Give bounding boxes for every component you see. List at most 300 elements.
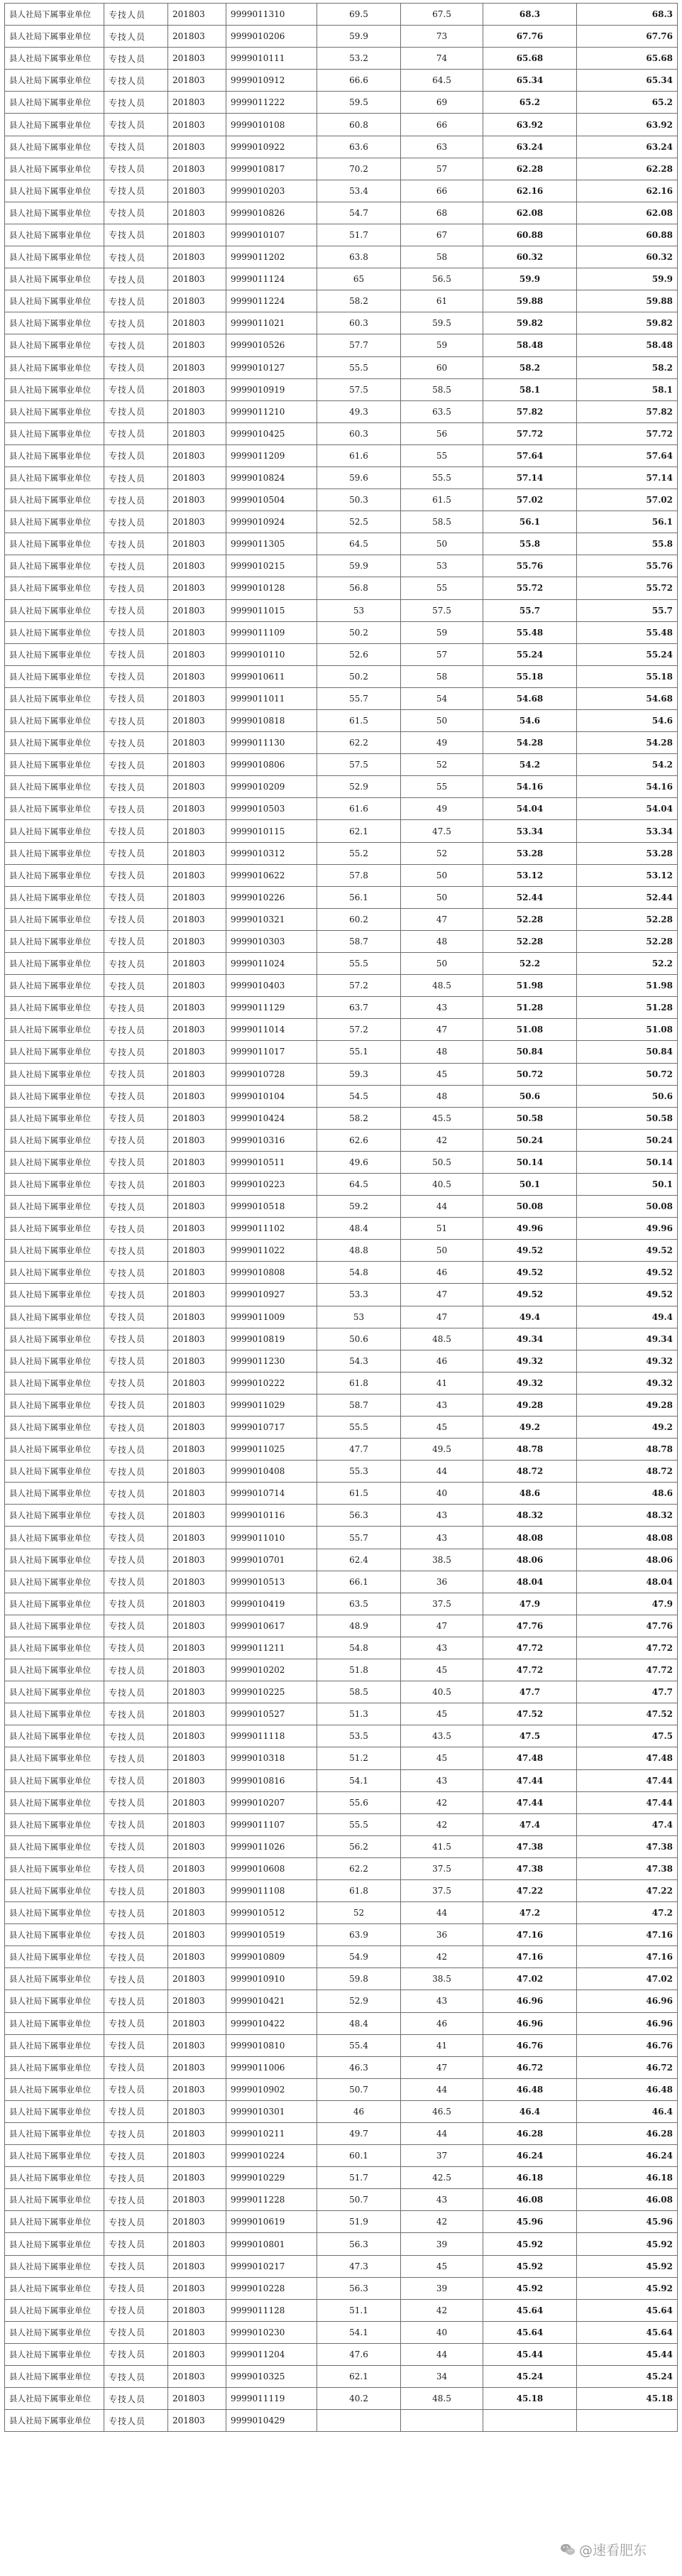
cell-written: 54.1	[317, 1769, 401, 1791]
table-row	[5, 422, 678, 444]
cell-unit: 县人社局下属事业单位	[5, 202, 104, 224]
cell-code: 201803	[168, 422, 226, 444]
cell-unit: 县人社局下属事业单位	[5, 1019, 104, 1041]
cell-post: 专技人员	[104, 2078, 168, 2100]
cell-post: 专技人员	[104, 864, 168, 886]
cell-post: 专技人员	[104, 2056, 168, 2078]
cell-final: 47.72	[577, 1637, 678, 1659]
cell-total: 54.2	[483, 754, 577, 776]
cell-post: 专技人员	[104, 1924, 168, 1946]
table-row	[5, 246, 678, 268]
table-row	[5, 1394, 678, 1416]
table-row	[5, 577, 678, 599]
cell-ticket: 9999010207	[226, 1791, 317, 1813]
cell-code: 201803	[168, 1946, 226, 1968]
cell-total: 65.34	[483, 70, 577, 92]
cell-final: 45.96	[577, 2211, 678, 2233]
cell-code: 201803	[168, 1902, 226, 1924]
cell-interview: 50	[401, 1240, 483, 1262]
cell-post: 专技人员	[104, 754, 168, 776]
cell-code: 201803	[168, 2100, 226, 2122]
cell-unit: 县人社局下属事业单位	[5, 2078, 104, 2100]
cell-post: 专技人员	[104, 444, 168, 466]
cell-unit: 县人社局下属事业单位	[5, 356, 104, 378]
cell-post: 专技人员	[104, 953, 168, 975]
cell-unit: 县人社局下属事业单位	[5, 953, 104, 975]
cell-interview: 47	[401, 1615, 483, 1637]
cell-post: 专技人员	[104, 1041, 168, 1063]
cell-post: 专技人员	[104, 1659, 168, 1681]
cell-ticket: 9999011222	[226, 92, 317, 114]
cell-post: 专技人员	[104, 1505, 168, 1527]
cell-code: 201803	[168, 2366, 226, 2388]
cell-code: 201803	[168, 1659, 226, 1681]
cell-interview: 56	[401, 422, 483, 444]
cell-code: 201803	[168, 1505, 226, 1527]
cell-written: 51.8	[317, 1659, 401, 1681]
cell-interview: 47	[401, 1019, 483, 1041]
cell-unit: 县人社局下属事业单位	[5, 2211, 104, 2233]
cell-post: 专技人员	[104, 776, 168, 798]
table-row	[5, 1637, 678, 1659]
cell-final: 47.7	[577, 1681, 678, 1703]
cell-interview: 47	[401, 2056, 483, 2078]
cell-total: 53.28	[483, 842, 577, 864]
cell-unit: 县人社局下属事业单位	[5, 555, 104, 577]
table-row	[5, 1129, 678, 1151]
cell-final: 48.72	[577, 1461, 678, 1483]
cell-unit: 县人社局下属事业单位	[5, 4, 104, 26]
cell-post: 专技人员	[104, 268, 168, 290]
cell-interview: 44	[401, 2078, 483, 2100]
cell-interview: 34	[401, 2366, 483, 2388]
cell-written: 66.6	[317, 70, 401, 92]
cell-unit: 县人社局下属事业单位	[5, 1439, 104, 1461]
cell-ticket: 9999010223	[226, 1173, 317, 1195]
cell-unit: 县人社局下属事业单位	[5, 930, 104, 952]
cell-interview: 44	[401, 2123, 483, 2145]
table-row	[5, 1857, 678, 1879]
cell-total: 47.72	[483, 1637, 577, 1659]
cell-written: 59.3	[317, 1063, 401, 1085]
table-row	[5, 1372, 678, 1394]
cell-unit: 县人社局下属事业单位	[5, 1857, 104, 1879]
cell-code: 201803	[168, 1439, 226, 1461]
cell-written: 54.8	[317, 1637, 401, 1659]
cell-interview: 53	[401, 555, 483, 577]
cell-unit: 县人社局下属事业单位	[5, 224, 104, 246]
cell-final: 47.16	[577, 1946, 678, 1968]
cell-code: 201803	[168, 1107, 226, 1129]
cell-ticket: 9999010429	[226, 2410, 317, 2432]
cell-written: 53	[317, 1306, 401, 1328]
cell-ticket: 9999010211	[226, 2123, 317, 2145]
cell-total: 49.52	[483, 1262, 577, 1284]
cell-total: 49.4	[483, 1306, 577, 1328]
cell-unit: 县人社局下属事业单位	[5, 1262, 104, 1284]
cell-written: 48.4	[317, 2012, 401, 2034]
cell-final: 50.1	[577, 1173, 678, 1195]
table-row	[5, 1659, 678, 1681]
table-row	[5, 4, 678, 26]
cell-written: 51.3	[317, 1703, 401, 1725]
cell-final: 50.58	[577, 1107, 678, 1129]
cell-final: 57.02	[577, 489, 678, 511]
cell-written: 55.5	[317, 953, 401, 975]
cell-final: 49.52	[577, 1284, 678, 1306]
cell-code: 201803	[168, 2343, 226, 2365]
table-row	[5, 1990, 678, 2012]
cell-interview: 45	[401, 1063, 483, 1085]
cell-ticket: 9999011130	[226, 732, 317, 754]
table-row	[5, 710, 678, 732]
cell-ticket: 9999011109	[226, 621, 317, 643]
cell-post: 专技人员	[104, 1085, 168, 1107]
cell-unit: 县人社局下属事业单位	[5, 886, 104, 908]
cell-unit: 县人社局下属事业单位	[5, 400, 104, 422]
cell-ticket: 9999010504	[226, 489, 317, 511]
cell-total: 50.08	[483, 1196, 577, 1218]
cell-interview: 44	[401, 2343, 483, 2365]
cell-code: 201803	[168, 2255, 226, 2277]
cell-final: 52.44	[577, 886, 678, 908]
cell-ticket: 9999011310	[226, 4, 317, 26]
cell-interview: 60	[401, 356, 483, 378]
cell-written: 62.4	[317, 1549, 401, 1571]
cell-post: 专技人员	[104, 643, 168, 665]
cell-final: 54.16	[577, 776, 678, 798]
cell-interview: 42	[401, 1946, 483, 1968]
cell-ticket: 9999011118	[226, 1725, 317, 1747]
cell-post: 专技人员	[104, 533, 168, 555]
cell-final: 47.38	[577, 1835, 678, 1857]
cell-code: 201803	[168, 1615, 226, 1637]
cell-written: 61.5	[317, 1483, 401, 1505]
cell-code: 201803	[168, 975, 226, 997]
cell-ticket: 9999011025	[226, 1439, 317, 1461]
cell-unit: 县人社局下属事业单位	[5, 158, 104, 180]
cell-interview: 49	[401, 798, 483, 820]
cell-post: 专技人员	[104, 1151, 168, 1173]
cell-code: 201803	[168, 2211, 226, 2233]
cell-written: 54.5	[317, 1085, 401, 1107]
cell-total: 46.24	[483, 2145, 577, 2167]
cell-ticket: 9999010403	[226, 975, 317, 997]
table-row	[5, 1417, 678, 1439]
cell-ticket: 9999010902	[226, 2078, 317, 2100]
cell-ticket: 9999010817	[226, 158, 317, 180]
cell-ticket: 9999011211	[226, 1637, 317, 1659]
table-row	[5, 533, 678, 555]
cell-written: 60.3	[317, 422, 401, 444]
cell-ticket: 9999010206	[226, 26, 317, 48]
cell-ticket: 9999010622	[226, 864, 317, 886]
cell-final: 50.6	[577, 1085, 678, 1107]
cell-post: 专技人员	[104, 1879, 168, 1901]
cell-code: 201803	[168, 1769, 226, 1791]
cell-code: 201803	[168, 2078, 226, 2100]
cell-total: 45.92	[483, 2255, 577, 2277]
cell-total: 55.76	[483, 555, 577, 577]
cell-code: 201803	[168, 1372, 226, 1394]
cell-interview: 67.5	[401, 4, 483, 26]
cell-unit: 县人社局下属事业单位	[5, 2100, 104, 2122]
cell-post: 专技人员	[104, 1417, 168, 1439]
cell-unit: 县人社局下属事业单位	[5, 1085, 104, 1107]
table-row	[5, 1946, 678, 1968]
cell-post: 专技人员	[104, 1240, 168, 1262]
cell-post: 专技人员	[104, 2012, 168, 2034]
cell-code: 201803	[168, 1394, 226, 1416]
cell-written: 50.6	[317, 1328, 401, 1350]
cell-written: 46.3	[317, 2056, 401, 2078]
cell-code: 201803	[168, 444, 226, 466]
cell-unit: 县人社局下属事业单位	[5, 1637, 104, 1659]
cell-final: 45.18	[577, 2388, 678, 2410]
cell-ticket: 9999010927	[226, 1284, 317, 1306]
table-row	[5, 665, 678, 687]
cell-final: 63.24	[577, 136, 678, 158]
cell-unit: 县人社局下属事业单位	[5, 1571, 104, 1593]
cell-written: 55.4	[317, 2034, 401, 2056]
cell-unit: 县人社局下属事业单位	[5, 268, 104, 290]
cell-code: 201803	[168, 2233, 226, 2255]
cell-ticket: 9999011124	[226, 268, 317, 290]
cell-interview: 43	[401, 1394, 483, 1416]
cell-ticket: 9999010325	[226, 2366, 317, 2388]
cell-total: 47.02	[483, 1968, 577, 1990]
table-row	[5, 687, 678, 709]
cell-interview: 36	[401, 1924, 483, 1946]
cell-interview: 56.5	[401, 268, 483, 290]
cell-interview: 50	[401, 864, 483, 886]
cell-total: 46.4	[483, 2100, 577, 2122]
cell-final: 51.08	[577, 1019, 678, 1041]
cell-written: 62.6	[317, 1129, 401, 1151]
table-row	[5, 599, 678, 621]
cell-ticket: 9999010202	[226, 1659, 317, 1681]
cell-code: 201803	[168, 1813, 226, 1835]
table-row	[5, 1196, 678, 1218]
cell-interview: 50	[401, 953, 483, 975]
cell-written: 48.4	[317, 1218, 401, 1240]
cell-code: 201803	[168, 224, 226, 246]
table-row	[5, 1461, 678, 1483]
cell-code: 201803	[168, 621, 226, 643]
cell-total: 58.48	[483, 334, 577, 356]
cell-written: 65	[317, 268, 401, 290]
cell-ticket: 9999010312	[226, 842, 317, 864]
cell-interview: 41	[401, 1372, 483, 1394]
cell-final: 63.92	[577, 114, 678, 136]
cell-written: 64.5	[317, 533, 401, 555]
cell-code: 201803	[168, 70, 226, 92]
cell-total: 47.9	[483, 1593, 577, 1615]
table-row	[5, 2123, 678, 2145]
cell-interview: 43	[401, 1505, 483, 1527]
cell-total: 45.24	[483, 2366, 577, 2388]
cell-final: 48.78	[577, 1439, 678, 1461]
cell-interview: 66	[401, 180, 483, 202]
cell-written: 57.7	[317, 334, 401, 356]
table-row	[5, 1328, 678, 1350]
cell-total: 51.98	[483, 975, 577, 997]
cell-post: 专技人员	[104, 2145, 168, 2167]
cell-ticket: 9999010526	[226, 334, 317, 356]
cell-ticket: 9999011210	[226, 400, 317, 422]
cell-written: 55.3	[317, 1461, 401, 1483]
cell-code: 201803	[168, 1857, 226, 1879]
cell-ticket: 9999011204	[226, 2343, 317, 2365]
cell-ticket: 9999010619	[226, 2211, 317, 2233]
cell-interview: 51	[401, 1218, 483, 1240]
cell-ticket: 9999010512	[226, 1902, 317, 1924]
cell-code: 201803	[168, 1240, 226, 1262]
cell-code: 201803	[168, 577, 226, 599]
cell-written: 61.6	[317, 798, 401, 820]
cell-code: 201803	[168, 1549, 226, 1571]
cell-post: 专技人员	[104, 2410, 168, 2432]
cell-post: 专技人员	[104, 2167, 168, 2189]
cell-written: 54.8	[317, 1262, 401, 1284]
cell-code: 201803	[168, 2034, 226, 2056]
cell-post: 专技人员	[104, 577, 168, 599]
cell-post: 专技人员	[104, 1857, 168, 1879]
cell-post: 专技人员	[104, 2255, 168, 2277]
cell-ticket: 9999010107	[226, 224, 317, 246]
cell-ticket: 9999011102	[226, 1218, 317, 1240]
cell-written: 57.2	[317, 1019, 401, 1041]
cell-code: 201803	[168, 158, 226, 180]
cell-post: 专技人员	[104, 1549, 168, 1571]
cell-unit: 县人社局下属事业单位	[5, 1659, 104, 1681]
cell-code: 201803	[168, 378, 226, 400]
table-row	[5, 1769, 678, 1791]
cell-post: 专技人员	[104, 1703, 168, 1725]
cell-interview: 47	[401, 1284, 483, 1306]
cell-unit: 县人社局下属事业单位	[5, 1946, 104, 1968]
cell-final: 55.18	[577, 665, 678, 687]
cell-total: 55.24	[483, 643, 577, 665]
cell-code: 201803	[168, 1041, 226, 1063]
cell-ticket: 9999010419	[226, 1593, 317, 1615]
cell-written: 61.8	[317, 1372, 401, 1394]
cell-ticket: 9999010316	[226, 1129, 317, 1151]
table-row	[5, 1879, 678, 1901]
table-row	[5, 1835, 678, 1857]
cell-interview: 57.5	[401, 599, 483, 621]
cell-post: 专技人员	[104, 2388, 168, 2410]
cell-interview: 39	[401, 2277, 483, 2299]
cell-code: 201803	[168, 2056, 226, 2078]
cell-ticket: 9999010424	[226, 1107, 317, 1129]
table-row	[5, 2321, 678, 2343]
cell-interview: 41.5	[401, 1835, 483, 1857]
cell-post: 专技人员	[104, 1747, 168, 1769]
cell-code: 201803	[168, 26, 226, 48]
cell-ticket: 9999010910	[226, 1968, 317, 1990]
cell-post: 专技人员	[104, 1946, 168, 1968]
cell-post: 专技人员	[104, 1262, 168, 1284]
cell-interview: 58	[401, 246, 483, 268]
table-row	[5, 158, 678, 180]
cell-total: 46.28	[483, 2123, 577, 2145]
cell-interview: 48.5	[401, 2388, 483, 2410]
cell-code: 201803	[168, 136, 226, 158]
cell-written: 51.7	[317, 2167, 401, 2189]
cell-code: 201803	[168, 1306, 226, 1328]
cell-written: 61.5	[317, 710, 401, 732]
cell-unit: 县人社局下属事业单位	[5, 1151, 104, 1173]
cell-written: 69.5	[317, 4, 401, 26]
cell-interview: 57	[401, 158, 483, 180]
cell-code: 201803	[168, 820, 226, 842]
cell-written: 56.1	[317, 886, 401, 908]
cell-written: 52.9	[317, 776, 401, 798]
cell-code: 201803	[168, 1019, 226, 1041]
cell-ticket: 9999011107	[226, 1813, 317, 1835]
table-row	[5, 1151, 678, 1173]
table-row	[5, 466, 678, 489]
cell-total: 57.02	[483, 489, 577, 511]
cell-post: 专技人员	[104, 180, 168, 202]
cell-interview: 61.5	[401, 489, 483, 511]
table-row	[5, 1593, 678, 1615]
cell-unit: 县人社局下属事业单位	[5, 577, 104, 599]
cell-total: 47.16	[483, 1924, 577, 1946]
cell-total: 50.58	[483, 1107, 577, 1129]
cell-total: 45.64	[483, 2321, 577, 2343]
cell-total: 45.92	[483, 2233, 577, 2255]
table-row	[5, 908, 678, 930]
cell-total: 48.72	[483, 1461, 577, 1483]
cell-written: 57.5	[317, 378, 401, 400]
cell-total: 47.7	[483, 1681, 577, 1703]
cell-code: 201803	[168, 1085, 226, 1107]
cell-total: 49.96	[483, 1218, 577, 1240]
table-row	[5, 48, 678, 70]
cell-written: 51.7	[317, 224, 401, 246]
table-row	[5, 2410, 678, 2432]
cell-post: 专技人员	[104, 1902, 168, 1924]
cell-unit: 县人社局下属事业单位	[5, 533, 104, 555]
cell-code: 201803	[168, 511, 226, 533]
cell-written: 59.5	[317, 92, 401, 114]
cell-final: 51.28	[577, 997, 678, 1019]
cell-final: 47.22	[577, 1879, 678, 1901]
cell-code: 201803	[168, 180, 226, 202]
cell-code: 201803	[168, 202, 226, 224]
cell-unit: 县人社局下属事业单位	[5, 2410, 104, 2432]
cell-written: 51.2	[317, 1747, 401, 1769]
cell-unit: 县人社局下属事业单位	[5, 466, 104, 489]
cell-written: 64.5	[317, 1173, 401, 1195]
cell-post: 专技人员	[104, 930, 168, 952]
cell-final: 50.14	[577, 1151, 678, 1173]
cell-post: 专技人员	[104, 1328, 168, 1350]
cell-unit: 县人社局下属事业单位	[5, 1902, 104, 1924]
cell-written: 60.8	[317, 114, 401, 136]
cell-final: 65.2	[577, 92, 678, 114]
cell-written: 53.4	[317, 180, 401, 202]
cell-interview: 40	[401, 2321, 483, 2343]
cell-written: 55.2	[317, 842, 401, 864]
cell-ticket: 9999010104	[226, 1085, 317, 1107]
cell-final: 65.34	[577, 70, 678, 92]
table-row	[5, 842, 678, 864]
cell-total: 55.72	[483, 577, 577, 599]
table-row	[5, 1681, 678, 1703]
